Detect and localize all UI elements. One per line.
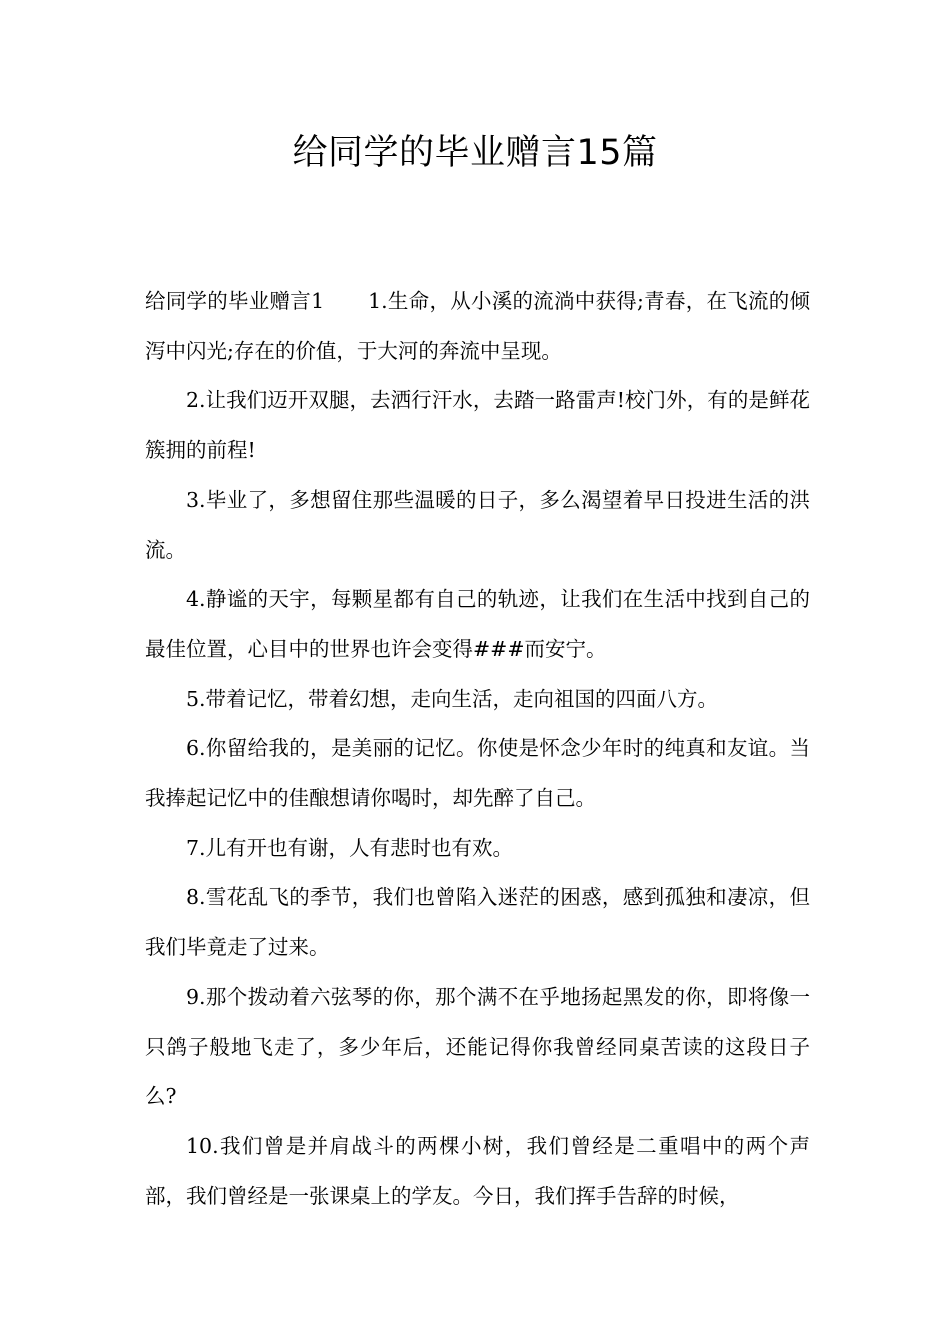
paragraph-5: 5.带着记忆，带着幻想，走向生活，走向祖国的四面八方。 <box>186 686 719 711</box>
paragraph-10: 10.我们曾是并肩战斗的两棵小树，我们曾经是二重唱中的两个声部，我们曾经是一张课桌上的学友。今日，我们挥手告辞的时候， <box>145 1133 810 1208</box>
paragraph-7: 7.儿有开也有谢，人有悲时也有欢。 <box>186 835 514 860</box>
paragraph-2: 2.让我们迈开双腿，去洒行汗水，去踏一路雷声!校门外，有的是鲜花簇拥的前程! <box>145 388 810 463</box>
document-body <box>145 277 810 1221</box>
paragraph-1 <box>145 277 810 376</box>
paragraph-8: 8.雪花乱飞的季节，我们也曾陷入迷茫的困惑，感到孤独和凄凉，但我们毕竟走了过来。 <box>145 885 810 960</box>
paragraph-4: 4.静谧的天宇，每颗星都有自己的轨迹，让我们在生活中找到自己的最佳位置，心目中的世界也许会变得###而安宁。 <box>145 587 810 661</box>
paragraph-6: 6.你留给我的，是美丽的记忆。你使是怀念少年时的纯真和友谊。当我捧起记忆中的佳酿想请你喝时，却先醉了自己。 <box>145 736 810 811</box>
document-title: 给同学的毕业赠言15篇 <box>292 133 658 173</box>
paragraph-1-text: 1.生命，从小溪的流淌中获得;青春，在飞流的倾泻中闪光;存在的价值，于大河的奔流中呈现。 <box>145 289 810 363</box>
paragraph-3: 3.毕业了，多想留住那些温暖的日子，多么渴望着早日投进生活的洪流。 <box>145 487 810 562</box>
section-heading: 给同学的毕业赠言1 <box>145 289 325 313</box>
paragraph-9: 9.那个拨动着六弦琴的你，那个满不在乎地扬起黑发的你，即将像一只鸽子般地飞走了，多少年后，还能记得你我曾经同桌苦读的这段日子么? <box>145 984 810 1109</box>
